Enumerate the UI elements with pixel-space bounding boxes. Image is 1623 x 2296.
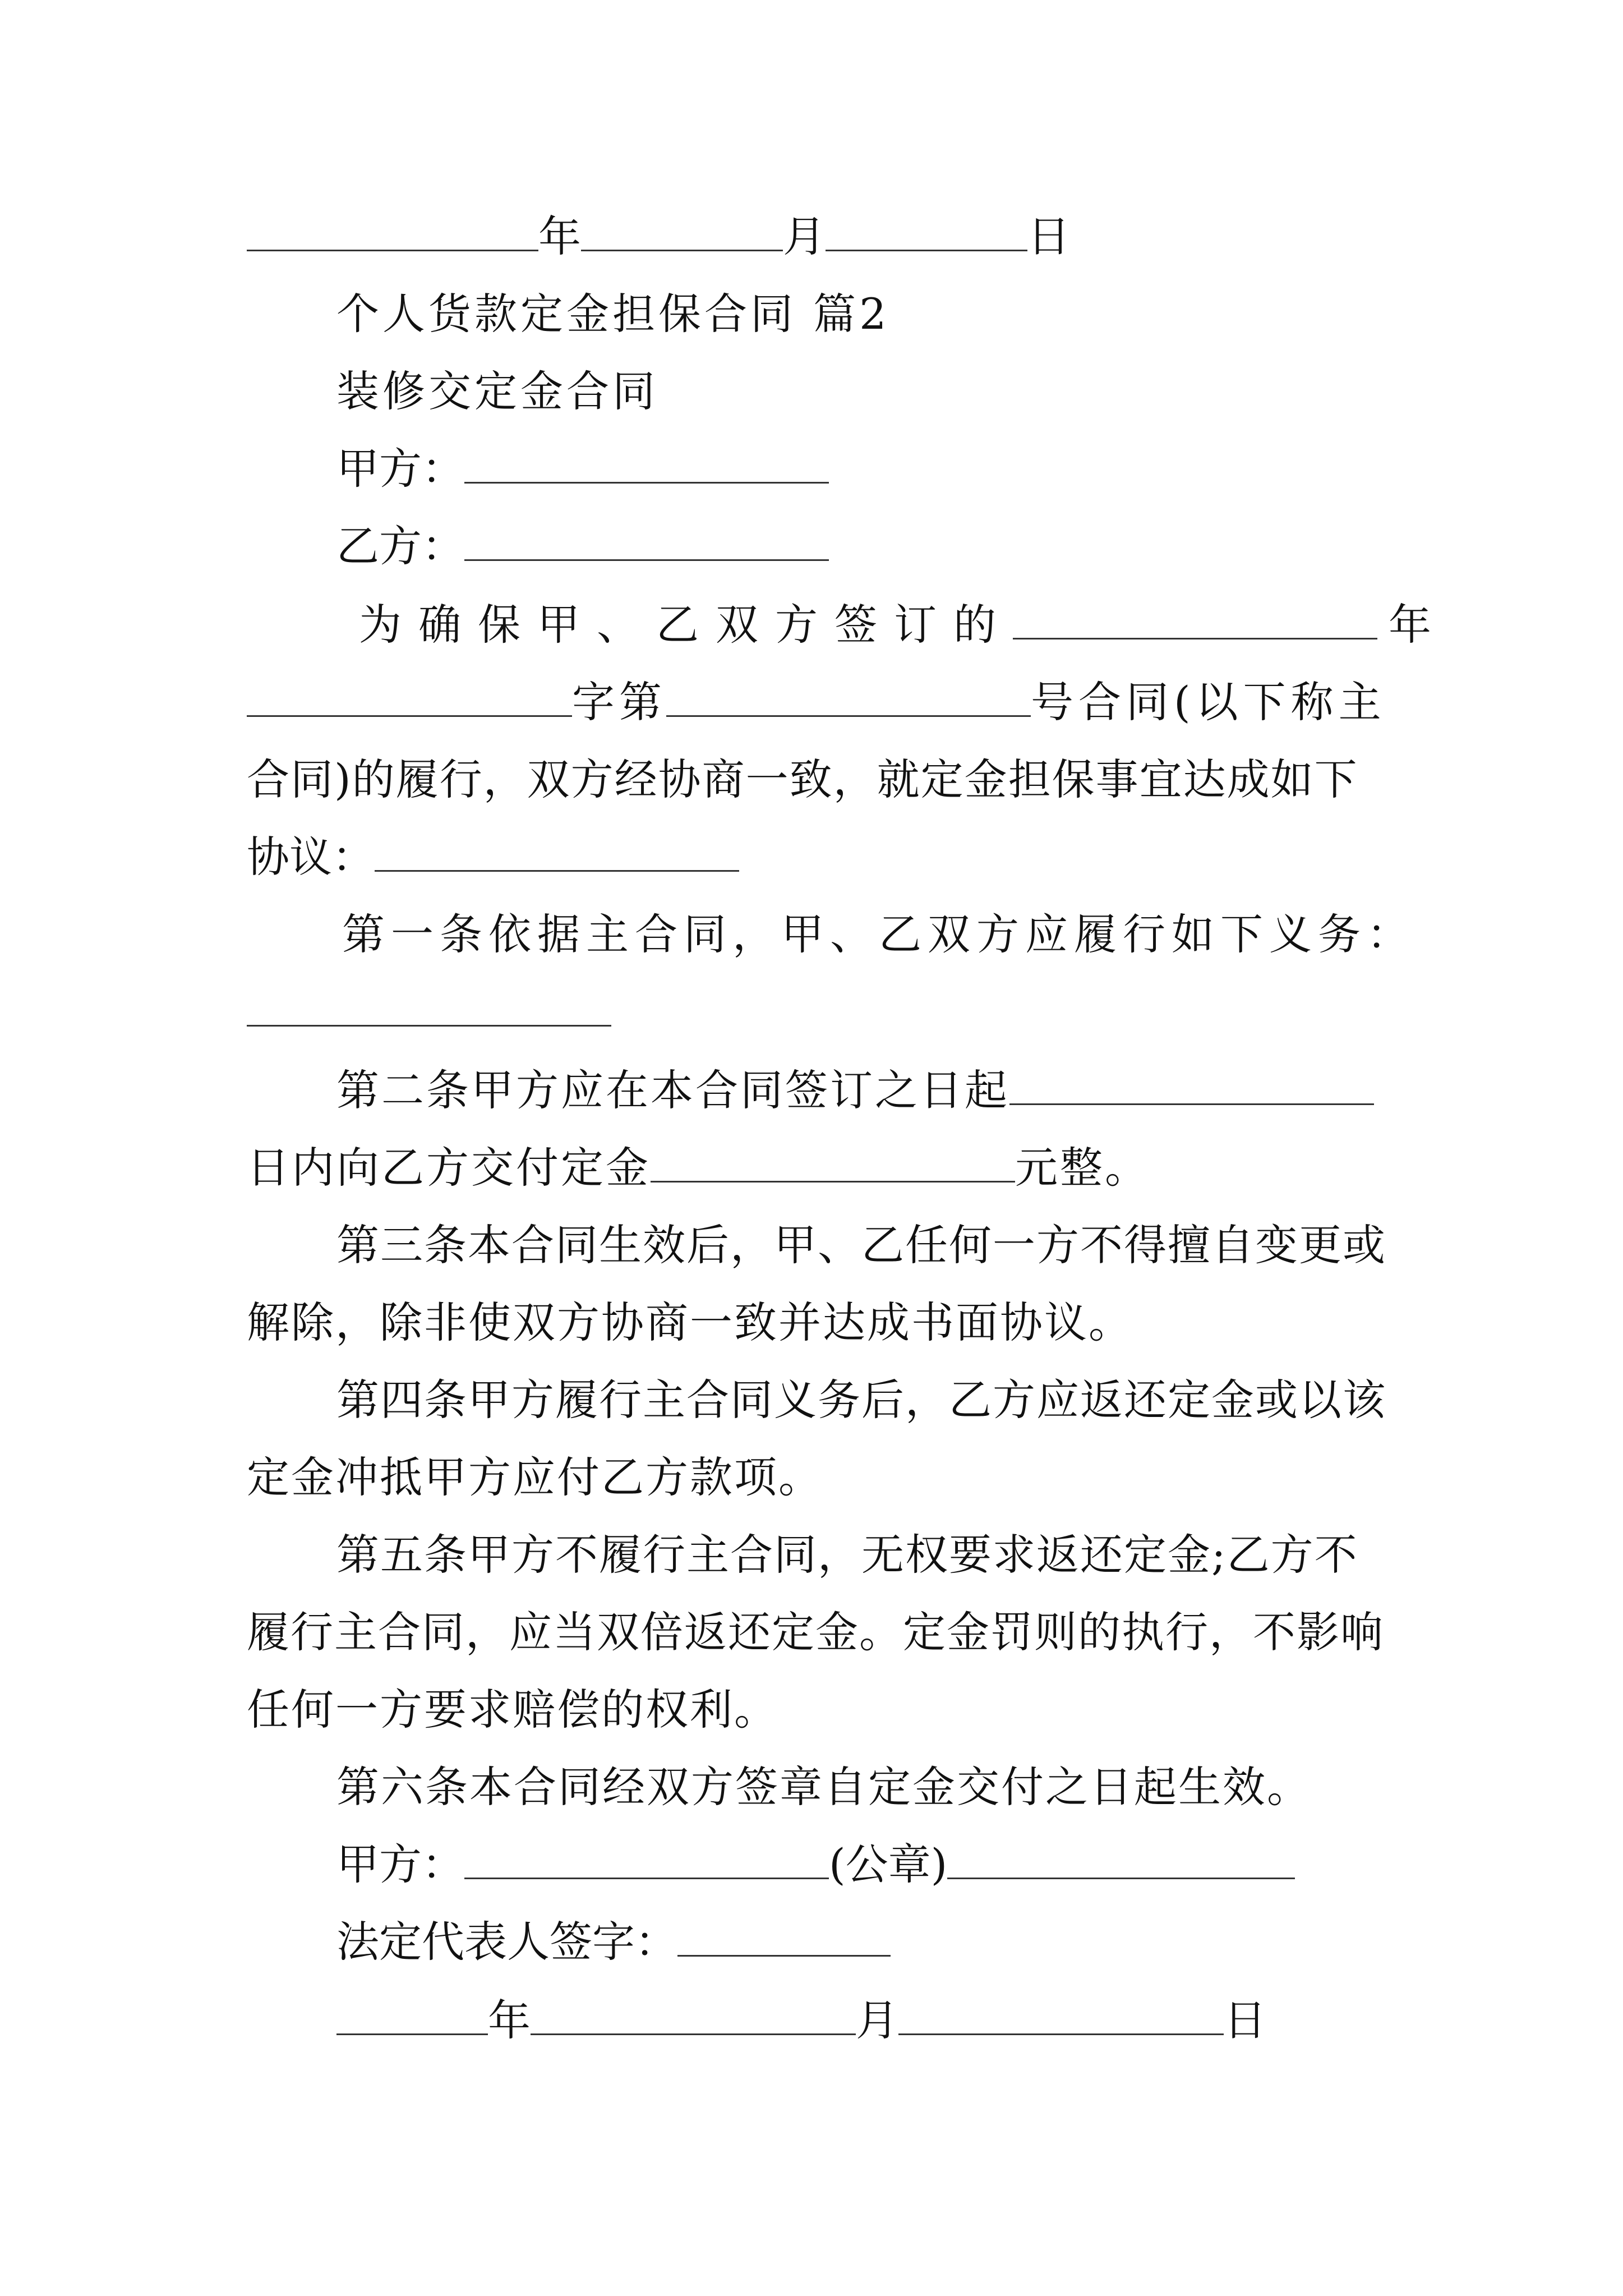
bottom-day-blank — [898, 1994, 1224, 2035]
days-blank — [1009, 1064, 1374, 1105]
article-5-line-1: 第五条甲方不履行主合同，无权要求返还定金;乙方不 — [336, 1530, 1358, 1580]
seal-blank — [947, 1838, 1295, 1879]
article-3-line-2: 解除，除非使双方协商一致并达成书面协议。 — [247, 1297, 1133, 1347]
article-3-line-1: 第三条本合同生效后，甲、乙任何一方不得擅自变更或 — [336, 1220, 1386, 1270]
date-line-bottom — [336, 1993, 1266, 2049]
party-a-blank — [464, 443, 829, 484]
seal-label: (公章) — [829, 1839, 948, 1889]
year-label: 年 — [538, 211, 581, 261]
intro-text-4: 协议： — [247, 832, 375, 882]
intro-line-2 — [247, 674, 1386, 730]
party-a-line — [336, 441, 829, 497]
contract-word-blank — [247, 676, 572, 717]
bottom-day-label: 日 — [1224, 1995, 1266, 2045]
intro-line-4 — [247, 829, 739, 885]
sign-party-a-label: 甲方： — [336, 1839, 464, 1889]
month-label: 月 — [783, 211, 826, 261]
deposit-amount-blank — [651, 1142, 1015, 1182]
contract-number-blank — [666, 676, 1031, 717]
article-2-text-2b: 元整。 — [1015, 1143, 1150, 1193]
representative-blank — [677, 1916, 891, 1957]
article-1-blank-line — [247, 984, 611, 1040]
party-b-line — [336, 518, 829, 574]
intro-line-3: 合同)的履行，双方经协商一致，就定金担保事宜达成如下 — [247, 754, 1358, 804]
sign-party-a-line — [336, 1837, 1295, 1893]
article-4-line-1: 第四条甲方履行主合同义务后，乙方应返还定金或以该 — [336, 1375, 1386, 1425]
month-blank — [581, 210, 783, 251]
bottom-year-label: 年 — [488, 1995, 531, 2045]
article-2-line-1 — [336, 1062, 1374, 1119]
article-5-line-2: 履行主合同，应当双倍返还定金。定金罚则的执行，不影响 — [247, 1607, 1384, 1657]
year-blank — [247, 210, 538, 251]
intro-text-2b: 号合同(以下称主 — [1031, 677, 1386, 727]
bottom-year-blank — [336, 1994, 488, 2035]
intro-line-1 — [359, 597, 1431, 653]
day-blank — [826, 210, 1027, 251]
representative-line — [336, 1914, 891, 1970]
article-2-text-2a: 日内向乙方交付定金 — [247, 1143, 651, 1193]
date-line-top — [247, 209, 1070, 265]
contract-year-blank — [1013, 599, 1377, 639]
intro-text-1: 为确保甲、乙双方签订的 — [359, 600, 1013, 650]
article-6: 第六条本合同经双方签章自定金交付之日起生效。 — [336, 1762, 1311, 1812]
agreement-blank — [375, 831, 739, 872]
bottom-month-label: 月 — [856, 1995, 898, 2045]
article-4-line-2: 定金冲抵甲方应付乙方款项。 — [247, 1452, 823, 1502]
intro-year-label: 年 — [1389, 600, 1431, 650]
representative-label: 法定代表人签字： — [336, 1917, 677, 1967]
intro-text-2a: 字第 — [572, 677, 666, 727]
article-2-line-2 — [247, 1140, 1150, 1196]
article-1: 第一条依据主合同，甲、乙双方应履行如下义务： — [342, 909, 1415, 959]
party-b-blank — [464, 520, 829, 561]
party-b-label: 乙方： — [336, 521, 464, 571]
article-2-text-1: 第二条甲方应在本合同签订之日起 — [336, 1065, 1009, 1115]
sign-party-a-blank — [464, 1838, 829, 1879]
article-5-line-3: 任何一方要求赔偿的权利。 — [247, 1685, 778, 1734]
subheading: 装修交定金合同 — [336, 366, 658, 416]
day-label: 日 — [1027, 211, 1070, 261]
party-a-label: 甲方： — [336, 444, 464, 494]
heading: 个人货款定金担保合同 篇2 — [336, 289, 890, 339]
duty-blank — [247, 986, 611, 1027]
bottom-month-blank — [531, 1994, 856, 2035]
